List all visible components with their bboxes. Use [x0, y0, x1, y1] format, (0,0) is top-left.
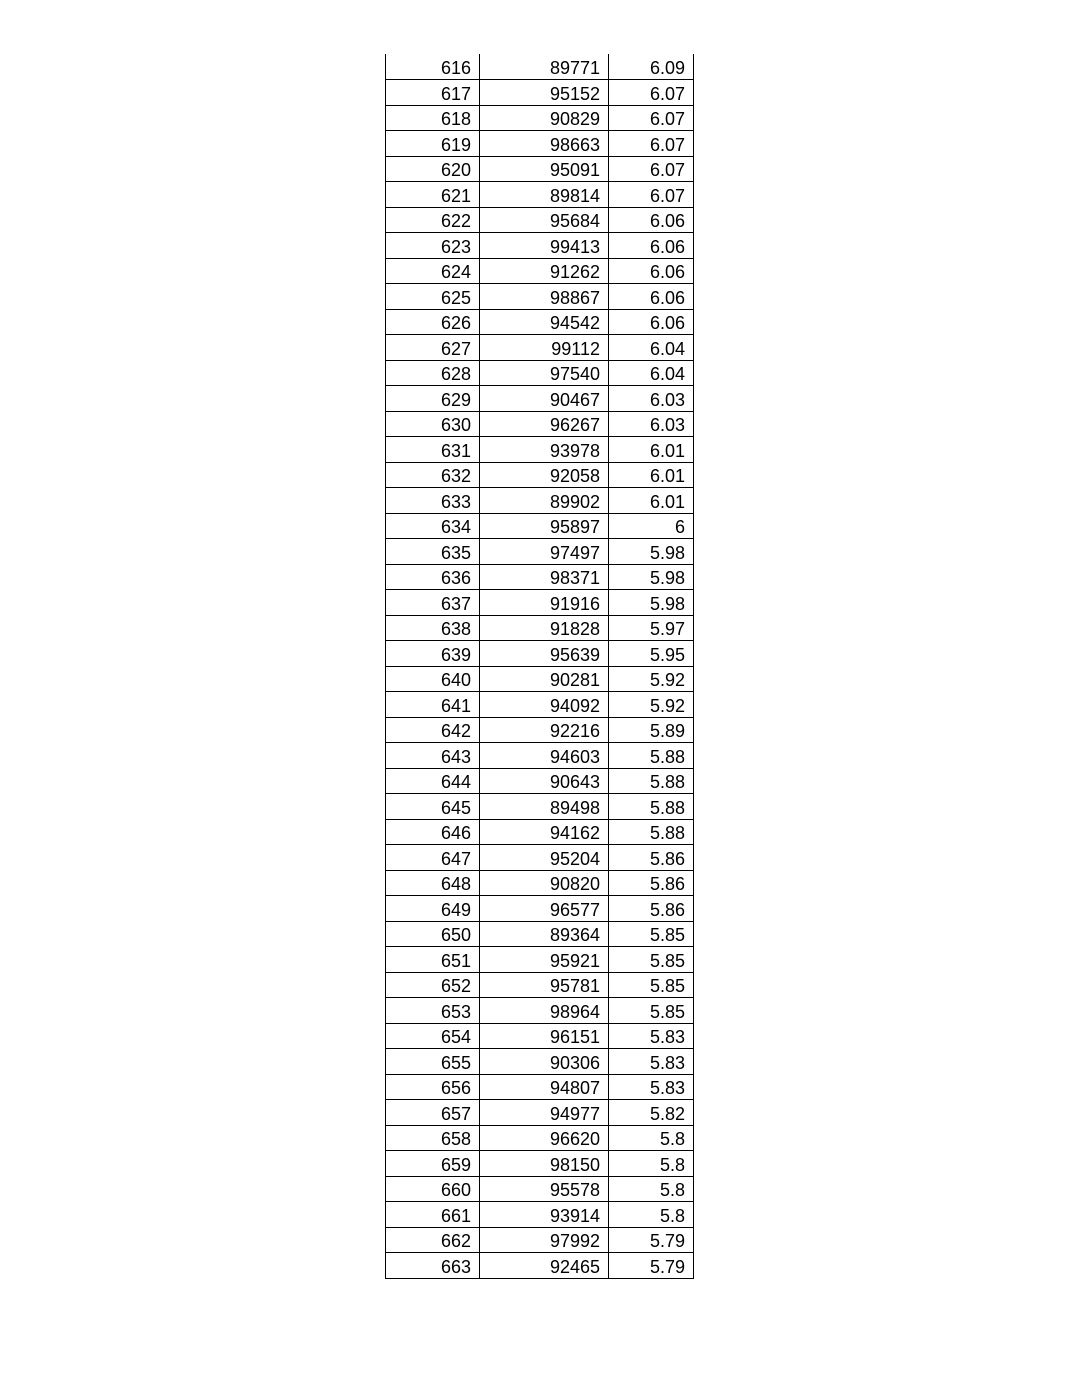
- table-row: [386, 564, 694, 590]
- table-row: [386, 105, 694, 131]
- table-row: [386, 335, 694, 361]
- table-row: [386, 156, 694, 182]
- table-row: [386, 80, 694, 106]
- table-cell: 95781: [480, 972, 609, 998]
- table-cell: 641: [386, 692, 480, 718]
- table-cell: 5.86: [609, 870, 694, 896]
- table-cell: 91916: [480, 590, 609, 616]
- table-cell: 6.07: [609, 80, 694, 106]
- table-cell: 654: [386, 1023, 480, 1049]
- table-cell: 6.07: [609, 182, 694, 208]
- table-cell: 6.06: [609, 284, 694, 310]
- table-cell: 646: [386, 819, 480, 845]
- table-cell: 6.07: [609, 131, 694, 157]
- table-row: [386, 513, 694, 539]
- table-row: [386, 819, 694, 845]
- table-row: [386, 743, 694, 769]
- table-cell: 632: [386, 462, 480, 488]
- table-cell: 90643: [480, 768, 609, 794]
- table-row: [386, 462, 694, 488]
- table-cell: 95091: [480, 156, 609, 182]
- table-cell: 633: [386, 488, 480, 514]
- table-cell: 6.01: [609, 462, 694, 488]
- table-cell: 5.88: [609, 794, 694, 820]
- table-cell: 6.01: [609, 488, 694, 514]
- table-cell: 96620: [480, 1125, 609, 1151]
- table-cell: 6.04: [609, 335, 694, 361]
- table-cell: 619: [386, 131, 480, 157]
- table-row: [386, 1227, 694, 1253]
- table-row: [386, 1100, 694, 1126]
- table-cell: 94603: [480, 743, 609, 769]
- table-cell: 635: [386, 539, 480, 565]
- table-cell: 91262: [480, 258, 609, 284]
- table-body: [386, 54, 694, 1278]
- table-cell: 5.8: [609, 1125, 694, 1151]
- table-cell: 6.06: [609, 233, 694, 259]
- table-cell: 90467: [480, 386, 609, 412]
- table-cell: 642: [386, 717, 480, 743]
- table-cell: 6.09: [609, 54, 694, 80]
- table-cell: 89364: [480, 921, 609, 947]
- table-cell: 5.86: [609, 845, 694, 871]
- table-cell: 95639: [480, 641, 609, 667]
- table-cell: 5.88: [609, 743, 694, 769]
- table-cell: 89498: [480, 794, 609, 820]
- table-cell: 5.88: [609, 819, 694, 845]
- table-cell: 98663: [480, 131, 609, 157]
- table-cell: 98371: [480, 564, 609, 590]
- table-row: [386, 641, 694, 667]
- table-cell: 621: [386, 182, 480, 208]
- table-cell: 90829: [480, 105, 609, 131]
- table-cell: 618: [386, 105, 480, 131]
- table-row: [386, 1023, 694, 1049]
- table-row: [386, 207, 694, 233]
- table-cell: 97540: [480, 360, 609, 386]
- table-cell: 648: [386, 870, 480, 896]
- table-row: [386, 1151, 694, 1177]
- table-row: [386, 411, 694, 437]
- table-row: [386, 1125, 694, 1151]
- table-cell: 628: [386, 360, 480, 386]
- table-cell: 6.07: [609, 156, 694, 182]
- table-cell: 92216: [480, 717, 609, 743]
- table-row: [386, 539, 694, 565]
- table-cell: 5.8: [609, 1202, 694, 1228]
- table-row: [386, 1176, 694, 1202]
- table-cell: 5.95: [609, 641, 694, 667]
- table-cell: 653: [386, 998, 480, 1024]
- table-cell: 6.06: [609, 258, 694, 284]
- table-cell: 99112: [480, 335, 609, 361]
- table-cell: 90820: [480, 870, 609, 896]
- table-cell: 90306: [480, 1049, 609, 1075]
- table-cell: 98867: [480, 284, 609, 310]
- table-row: [386, 386, 694, 412]
- table-row: [386, 590, 694, 616]
- table-cell: 94162: [480, 819, 609, 845]
- table-cell: 95204: [480, 845, 609, 871]
- table-cell: 636: [386, 564, 480, 590]
- table-cell: 5.8: [609, 1176, 694, 1202]
- table-cell: 657: [386, 1100, 480, 1126]
- table-cell: 94807: [480, 1074, 609, 1100]
- table-cell: 6.03: [609, 411, 694, 437]
- table-cell: 92465: [480, 1253, 609, 1279]
- table-cell: 629: [386, 386, 480, 412]
- table-cell: 90281: [480, 666, 609, 692]
- table-cell: 95684: [480, 207, 609, 233]
- table-cell: 644: [386, 768, 480, 794]
- table-cell: 6.03: [609, 386, 694, 412]
- table-row: [386, 998, 694, 1024]
- table-row: [386, 947, 694, 973]
- table-cell: 660: [386, 1176, 480, 1202]
- table-cell: 95897: [480, 513, 609, 539]
- table-cell: 5.83: [609, 1074, 694, 1100]
- table-cell: 661: [386, 1202, 480, 1228]
- table-cell: 89814: [480, 182, 609, 208]
- table-cell: 650: [386, 921, 480, 947]
- table-cell: 6.07: [609, 105, 694, 131]
- table-row: [386, 666, 694, 692]
- table-cell: 5.85: [609, 947, 694, 973]
- table-cell: 662: [386, 1227, 480, 1253]
- table-row: [386, 870, 694, 896]
- table-cell: 627: [386, 335, 480, 361]
- table-row: [386, 1202, 694, 1228]
- table-cell: 94977: [480, 1100, 609, 1126]
- table-row: [386, 845, 694, 871]
- table-row: [386, 972, 694, 998]
- table-cell: 649: [386, 896, 480, 922]
- table-cell: 617: [386, 80, 480, 106]
- table-row: [386, 921, 694, 947]
- table-cell: 96577: [480, 896, 609, 922]
- table-cell: 95921: [480, 947, 609, 973]
- table-cell: 5.82: [609, 1100, 694, 1126]
- table-cell: 6.06: [609, 309, 694, 335]
- table-cell: 631: [386, 437, 480, 463]
- table-cell: 652: [386, 972, 480, 998]
- table-cell: 658: [386, 1125, 480, 1151]
- table-cell: 5.83: [609, 1023, 694, 1049]
- table-row: [386, 692, 694, 718]
- table-row: [386, 258, 694, 284]
- table-cell: 663: [386, 1253, 480, 1279]
- table-cell: 6.01: [609, 437, 694, 463]
- table-cell: 98964: [480, 998, 609, 1024]
- table-cell: 96151: [480, 1023, 609, 1049]
- table-cell: 95152: [480, 80, 609, 106]
- table-cell: 97497: [480, 539, 609, 565]
- table-cell: 98150: [480, 1151, 609, 1177]
- table-cell: 616: [386, 54, 480, 80]
- table-cell: 5.98: [609, 539, 694, 565]
- table-cell: 5.88: [609, 768, 694, 794]
- table-cell: 624: [386, 258, 480, 284]
- table-cell: 659: [386, 1151, 480, 1177]
- table-cell: 96267: [480, 411, 609, 437]
- table-row: [386, 1049, 694, 1075]
- table-row: [386, 1074, 694, 1100]
- table-row: [386, 182, 694, 208]
- table-cell: 5.86: [609, 896, 694, 922]
- table-cell: 97992: [480, 1227, 609, 1253]
- table-cell: 622: [386, 207, 480, 233]
- table-cell: 626: [386, 309, 480, 335]
- table-cell: 5.85: [609, 972, 694, 998]
- table-cell: 638: [386, 615, 480, 641]
- table-cell: 92058: [480, 462, 609, 488]
- table-cell: 656: [386, 1074, 480, 1100]
- table-cell: 6.06: [609, 207, 694, 233]
- table-cell: 5.79: [609, 1253, 694, 1279]
- table-cell: 94542: [480, 309, 609, 335]
- table-cell: 91828: [480, 615, 609, 641]
- table-row: [386, 768, 694, 794]
- table-cell: 5.92: [609, 692, 694, 718]
- table-cell: 634: [386, 513, 480, 539]
- table-cell: 637: [386, 590, 480, 616]
- table-cell: 99413: [480, 233, 609, 259]
- table-cell: 5.97: [609, 615, 694, 641]
- table-cell: 5.85: [609, 921, 694, 947]
- table-cell: 620: [386, 156, 480, 182]
- table-cell: 5.98: [609, 564, 694, 590]
- table-cell: 6.04: [609, 360, 694, 386]
- table-cell: 5.98: [609, 590, 694, 616]
- table-row: [386, 794, 694, 820]
- table-cell: 645: [386, 794, 480, 820]
- table-cell: 95578: [480, 1176, 609, 1202]
- table-cell: 5.83: [609, 1049, 694, 1075]
- table-cell: 93914: [480, 1202, 609, 1228]
- table-row: [386, 615, 694, 641]
- table-cell: 5.79: [609, 1227, 694, 1253]
- table-cell: 5.92: [609, 666, 694, 692]
- table-cell: 643: [386, 743, 480, 769]
- table-row: [386, 437, 694, 463]
- table-cell: 5.89: [609, 717, 694, 743]
- table-row: [386, 309, 694, 335]
- table-row: [386, 284, 694, 310]
- table-row: [386, 360, 694, 386]
- table-cell: 647: [386, 845, 480, 871]
- table-row: [386, 717, 694, 743]
- table-row: [386, 131, 694, 157]
- table-cell: 5.85: [609, 998, 694, 1024]
- table-cell: 6: [609, 513, 694, 539]
- table-cell: 639: [386, 641, 480, 667]
- table-cell: 640: [386, 666, 480, 692]
- table-cell: 630: [386, 411, 480, 437]
- table-row: [386, 54, 694, 80]
- table-row: [386, 488, 694, 514]
- table-cell: 5.8: [609, 1151, 694, 1177]
- table-cell: 651: [386, 947, 480, 973]
- table-row: [386, 233, 694, 259]
- table-cell: 93978: [480, 437, 609, 463]
- table-cell: 623: [386, 233, 480, 259]
- table-cell: 89771: [480, 54, 609, 80]
- table-cell: 655: [386, 1049, 480, 1075]
- table-cell: 89902: [480, 488, 609, 514]
- table-cell: 625: [386, 284, 480, 310]
- table-cell: 94092: [480, 692, 609, 718]
- table-row: [386, 896, 694, 922]
- table-row: [386, 1253, 694, 1279]
- data-table: [385, 54, 694, 1279]
